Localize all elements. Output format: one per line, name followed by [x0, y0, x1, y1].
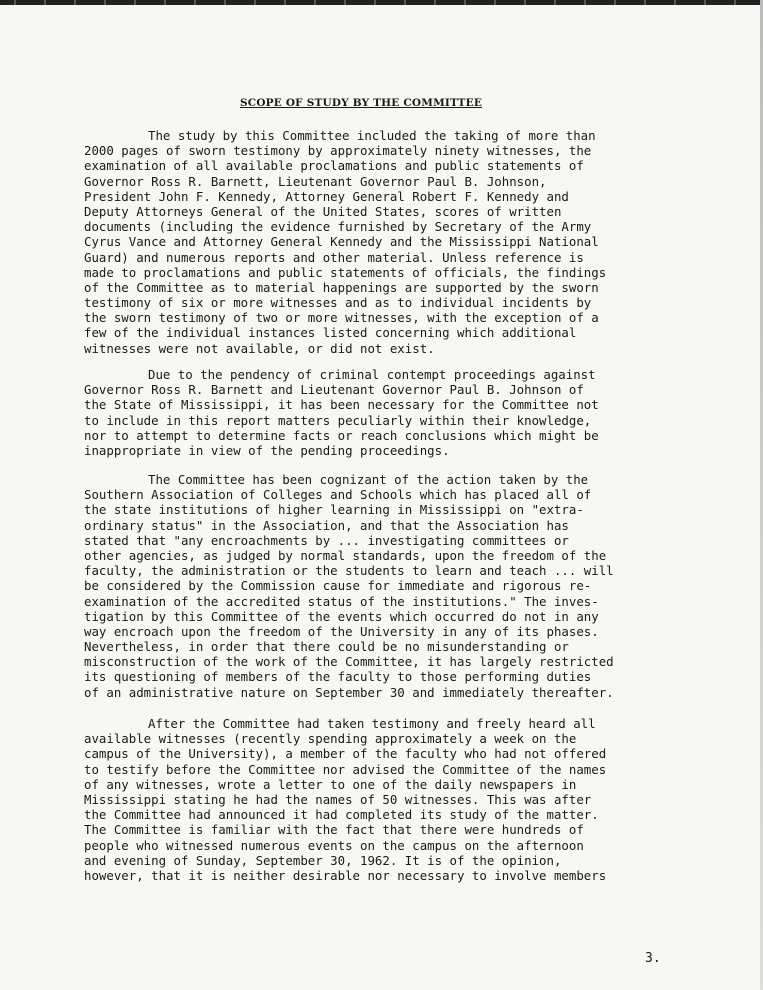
text-line: documents (including the evidence furnished by Secretary of the Army: [84, 219, 592, 235]
text-line: of any witnesses, wrote a letter to one of the daily newspapers in: [84, 776, 577, 792]
text-line: way encroach upon the freedom of the University in any of its phases.: [84, 623, 599, 639]
text-line: Guard) and numerous reports and other material. Unless reference is: [84, 249, 584, 265]
text-line: be considered by the Commission cause for immediate and rigorous re-: [84, 578, 592, 594]
text-line: examination of all available proclamations and public statements of: [84, 158, 584, 174]
text-line: faculty, the administration or the students to learn and teach ... will: [84, 563, 614, 579]
text-line: the state institutions of higher learning in Mississippi on "extra-: [84, 502, 584, 518]
text-line: however, that it is neither desirable nor necessary to involve members: [84, 867, 607, 883]
text-line: The study by this Committee included the taking of more than: [148, 128, 596, 143]
text-line: the Committee had announced it had completed its study of the matter.: [84, 807, 599, 823]
text-line: its questioning of members of the faculty to those performing duties: [84, 669, 592, 685]
paragraph-witnesses: [84, 716, 619, 883]
page-title: SCOPE OF STUDY BY THE COMMITTEE: [240, 97, 483, 109]
text-line: Governor Ross R. Barnett and Lieutenant Governor Paul B. Johnson of: [84, 382, 584, 398]
text-line: Southern Association of Colleges and Schools which has placed all of: [84, 487, 592, 503]
text-line: to include in this report matters peculiarly within their knowledge,: [84, 412, 592, 428]
text-line: ordinary status" in the Association, and that the Association has: [84, 517, 569, 533]
text-line: witnesses were not available, or did not exist.: [84, 340, 435, 356]
text-line: campus of the University), a member of the faculty who had not offered: [84, 746, 607, 762]
text-line: other agencies, as judged by normal standards, upon the freedom of the: [84, 547, 607, 563]
text-line: made to proclamations and public statements of officials, the findings: [84, 264, 607, 280]
scan-top-edge: [0, 0, 763, 5]
paragraph-pendency: [84, 367, 619, 458]
text-line: to testify before the Committee nor advised the Committee of the names: [84, 761, 607, 777]
text-line: nor to attempt to determine facts or reach conclusions which might be: [84, 427, 599, 443]
text-line: After the Committee had taken testimony and freely heard all: [148, 716, 596, 731]
text-line: tigation by this Committee of the events which occurred do not in any: [84, 608, 599, 624]
text-line: Due to the pendency of criminal contempt proceedings against: [148, 367, 596, 382]
paragraph-accreditation: [84, 472, 619, 700]
text-line: examination of the accredited status of the institutions." The inves-: [84, 593, 599, 609]
text-line: of the Committee as to material happenings are supported by the sworn: [84, 279, 599, 295]
text-line: the State of Mississippi, it has been necessary for the Committee not: [84, 397, 599, 413]
text-line: testimony of six or more witnesses and as to individual incidents by: [84, 295, 592, 311]
paragraph-scope: [84, 128, 619, 356]
text-line: inappropriate in view of the pending proceedings.: [84, 442, 450, 458]
text-line: misconstruction of the work of the Committee, it has largely restricted: [84, 654, 614, 670]
text-line: Cyrus Vance and Attorney General Kennedy and the Mississippi National: [84, 234, 599, 250]
text-line: people who witnessed numerous events on the campus on the afternoon: [84, 837, 584, 853]
text-line: Deputy Attorneys General of the United States, scores of written: [84, 203, 562, 219]
text-line: stated that "any encroachments by ... investigating committees or: [84, 532, 569, 548]
text-line: 2000 pages of sworn testimony by approximately ninety witnesses, the: [84, 143, 592, 159]
text-line: available witnesses (recently spending approximately a week on the: [84, 731, 577, 747]
text-line: and evening of Sunday, September 30, 1962. It is of the opinion,: [84, 852, 562, 868]
text-line: few of the individual instances listed concerning which additional: [84, 325, 577, 341]
text-line: The Committee has been cognizant of the action taken by the: [148, 472, 589, 487]
page-number: 3.: [645, 951, 661, 966]
text-line: President John F. Kennedy, Attorney General Robert F. Kennedy and: [84, 188, 569, 204]
text-line: Governor Ross R. Barnett, Lieutenant Governor Paul B. Johnson,: [84, 173, 547, 189]
text-line: Mississippi stating he had the names of 50 witnesses. This was after: [84, 791, 592, 807]
text-line: of an administrative nature on September 30 and immediately thereafter.: [84, 684, 614, 700]
text-line: The Committee is familiar with the fact that there were hundreds of: [84, 822, 584, 838]
text-line: the sworn testimony of two or more witnesses, with the exception of a: [84, 310, 599, 326]
text-line: Nevertheless, in order that there could be no misunderstanding or: [84, 639, 569, 655]
